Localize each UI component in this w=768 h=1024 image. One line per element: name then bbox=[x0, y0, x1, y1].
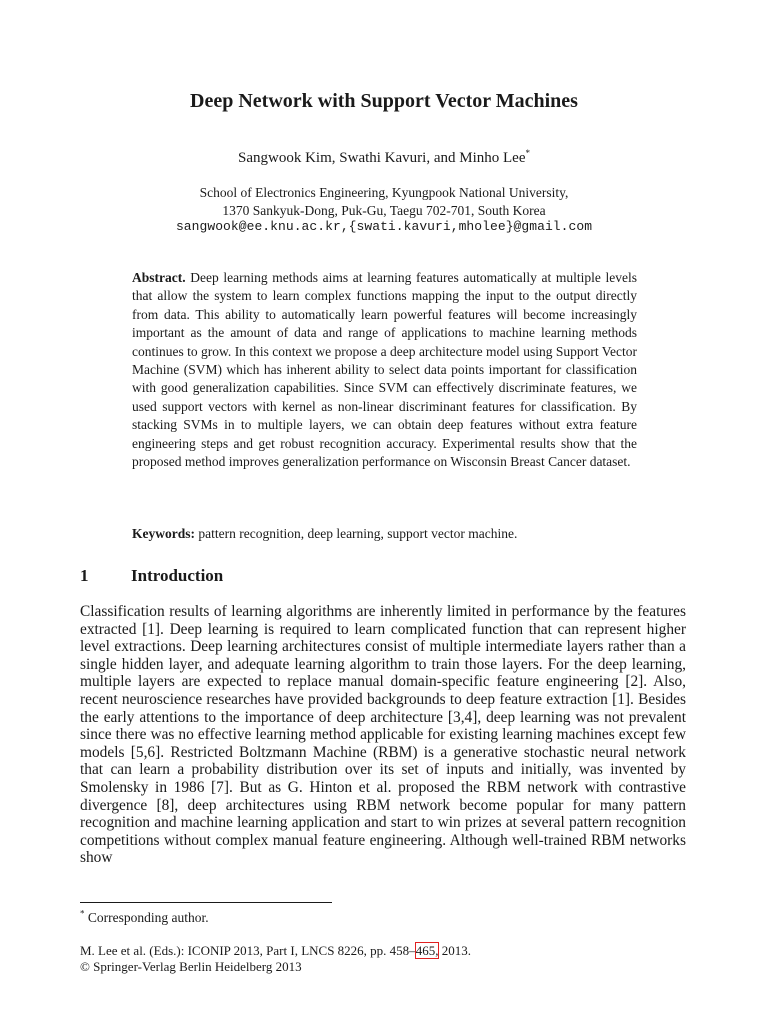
citation-line bbox=[80, 943, 700, 959]
section-heading bbox=[80, 565, 680, 587]
corresponding-author-mark: * bbox=[525, 148, 530, 158]
abstract-label: Abstract. bbox=[132, 270, 186, 285]
copyright-line: © Springer-Verlag Berlin Heidelberg 2013 bbox=[80, 959, 302, 974]
keywords-text: pattern recognition, deep learning, support vector machine. bbox=[198, 526, 518, 541]
affiliation-line-1: School of Electronics Engineering, Kyungpook National University, bbox=[199, 185, 569, 200]
footnote-text: Corresponding author. bbox=[87, 910, 209, 925]
affiliation bbox=[0, 184, 768, 220]
section-number: 1 bbox=[80, 566, 89, 585]
section-title: Introduction bbox=[131, 566, 224, 585]
keywords-label: Keywords: bbox=[132, 526, 195, 541]
author-names: Sangwook Kim, Swathi Kavuri, and Minho Lee bbox=[238, 150, 526, 166]
body-paragraph: Classification results of learning algorithms are inherently limited in performance by the features extracted [1]. Deep learning is required to learn complicated function that can represent higher level extractions. Deep learning architectures consist of multiple intermediate layers rather than a single hidden layer, and adequate learning algorithm to train those layers. For the deep learning, multiple layers are expected to replace manual domain-specific feature engineering [2]. Also, recent neuroscience researches have provided backgrounds to deep feature extraction [1]. Besides the early attentions to the importance of deep architecture [3,4], deep learning was not prevalent since there was no effective learning method applicable for existing learning machines except few models [5,6]. Restricted Boltzmann Machine (RBM) is a generative stochastic neural network that can learn a probability distribution over its set of inputs and initially, was invented by Smolensky in 1986 [7]. But as G. Hinton et al. proposed the RBM network with contrastive divergence [8], deep architectures using RBM network become popular for many pattern recognition and machine learning application and start to win prizes at several pattern recognition competitions without complex manual feature engineering. Although well-trained RBM networks show bbox=[80, 603, 686, 867]
abstract-text: Deep learning methods aims at learning features automatically at multiple levels that allow the system to learn complex functions mapping the input to the output directly from data. This ability to automatically learn powerful features will become increasingly important as the amount of data and range of applications to machine learning methods continues to grow. In this context we propose a deep architecture model using Support Vector Machine (SVM) which has inherent ability to select data points important for classification with good generalization capabilities. Since SVM can effectively discriminate features, we used support vectors with kernel as non-linear discriminant features for classification. By stacking SVMs in to multiple layers, we can obtain deep features without extra feature engineering steps and get robust recognition accuracy. Experimental results show that the proposed method improves generalization performance on Wisconsin Breast Cancer dataset. bbox=[132, 270, 637, 470]
paper-title: Deep Network with Support Vector Machines bbox=[190, 90, 578, 112]
keywords bbox=[132, 525, 637, 543]
footnote bbox=[80, 909, 680, 926]
author-list bbox=[0, 149, 768, 168]
citation-prefix: M. Lee et al. (Eds.): ICONIP 2013, Part I, LNCS 8226, pp. 458– bbox=[80, 943, 416, 958]
affiliation-line-2: 1370 Sankyuk-Dong, Puk-Gu, Taegu 702-701, South Korea bbox=[222, 203, 546, 218]
citation-suffix: 2013. bbox=[438, 943, 471, 958]
page-range-link[interactable]: 465, bbox=[415, 943, 439, 958]
footnote-mark: * bbox=[80, 908, 85, 919]
author-emails: sangwook@ee.knu.ac.kr,{swati.kavuri,mholee}@gmail.com bbox=[175, 219, 593, 234]
footnote-divider bbox=[80, 902, 332, 903]
abstract bbox=[132, 269, 637, 471]
citation-block bbox=[80, 943, 700, 975]
